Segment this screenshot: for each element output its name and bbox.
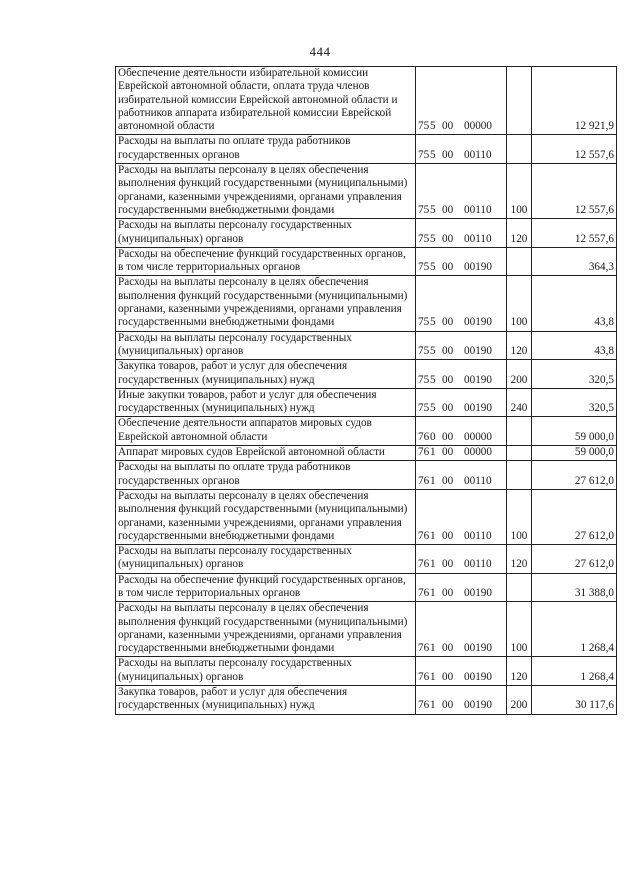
code-part-1: 76 [418,474,430,487]
code-part-1: 75 [418,232,430,245]
target-article-code-cell [416,67,507,135]
table-row [116,164,617,219]
amount-cell: 27 612,0 [532,461,617,490]
code-part-4: 00190 [464,261,492,274]
code-part-2: 1 [430,558,436,571]
page-number: 444 [309,44,331,59]
expense-type-cell: 120 [507,545,532,574]
code-part-2: 5 [430,373,436,386]
code-part-3: 00 [442,474,454,487]
code-part-3: 00 [442,558,454,571]
code-part-3: 00 [442,586,454,599]
table-row [116,219,617,248]
code-part-3: 00 [442,446,454,459]
target-article-code-cell [416,657,507,686]
expense-name-cell: Закупка товаров, работ и услуг для обеспечения государственных (муниципальных) нужд [116,360,416,389]
code-part-2: 1 [430,446,436,459]
expense-name-cell: Расходы на выплаты персоналу государственных (муниципальных) органов [116,331,416,360]
code-part-3: 00 [442,232,454,245]
code-part-4: 00110 [464,474,492,487]
code-part-3: 00 [442,373,454,386]
expense-name-cell: Обеспечение деятельности избирательной комиссии Еврейской автономной области, оплата труда членов избирательной комиссии Еврейской автономной области и работников аппарата избирательной комиссии Еврейской автономной области [116,67,416,135]
code-part-1: 76 [418,586,430,599]
code-part-4: 00000 [464,120,492,133]
table-row [116,489,617,544]
code-part-1: 76 [418,446,430,459]
code-part-4: 00000 [464,446,492,459]
code-part-1: 76 [418,430,430,443]
code-part-3: 00 [442,529,454,542]
table-row [116,331,617,360]
expense-name-cell: Закупка товаров, работ и услуг для обеспечения государственных (муниципальных) нужд [116,686,416,715]
code-part-2: 0 [430,430,436,443]
expense-type-cell [507,67,532,135]
code-part-1: 75 [418,402,430,415]
code-part-4: 00000 [464,430,492,443]
code-part-4: 00190 [464,699,492,712]
code-part-4: 00190 [464,402,492,415]
target-article-code-cell [416,331,507,360]
table-row [116,360,617,389]
code-part-2: 5 [430,148,436,161]
table-row [116,602,617,657]
code-part-3: 00 [442,670,454,683]
code-part-1: 75 [418,203,430,216]
code-part-2: 5 [430,261,436,274]
amount-cell: 12 557,6 [532,164,617,219]
code-part-2: 1 [430,670,436,683]
target-article-code-cell [416,135,507,164]
amount-cell: 12 921,9 [532,67,617,135]
target-article-code-cell [416,573,507,602]
expense-type-cell [507,247,532,276]
code-part-2: 5 [430,232,436,245]
code-part-1: 76 [418,642,430,655]
target-article-code-cell [416,388,507,417]
code-part-2: 5 [430,203,436,216]
code-part-4: 00190 [464,316,492,329]
code-part-2: 5 [430,344,436,357]
code-part-4: 00110 [464,203,492,216]
table-row [116,461,617,490]
table-row [116,573,617,602]
code-part-4: 00190 [464,642,492,655]
budget-table-body [116,67,617,715]
table-row [116,135,617,164]
amount-cell: 1 268,4 [532,602,617,657]
code-part-3: 00 [442,261,454,274]
code-part-4: 00110 [464,529,492,542]
code-part-4: 00190 [464,586,492,599]
expense-type-cell: 120 [507,331,532,360]
amount-cell: 12 557,6 [532,135,617,164]
target-article-code-cell [416,360,507,389]
expense-type-cell: 100 [507,602,532,657]
code-part-3: 00 [442,344,454,357]
expense-name-cell: Расходы на выплаты персоналу государственных (муниципальных) органов [116,545,416,574]
amount-cell: 364,3 [532,247,617,276]
code-part-3: 00 [442,402,454,415]
target-article-code-cell [416,545,507,574]
target-article-code-cell [416,461,507,490]
table-row [116,545,617,574]
expense-type-cell: 100 [507,276,532,331]
code-part-2: 1 [430,642,436,655]
budget-table [115,66,617,715]
expense-type-cell: 200 [507,360,532,389]
code-part-4: 00110 [464,558,492,571]
table-row [116,686,617,715]
code-part-3: 00 [442,203,454,216]
code-part-1: 75 [418,120,430,133]
expense-type-cell: 100 [507,489,532,544]
code-part-1: 75 [418,344,430,357]
code-part-2: 5 [430,316,436,329]
expense-name-cell: Расходы на выплаты по оплате труда работников государственных органов [116,461,416,490]
code-part-4: 00190 [464,670,492,683]
table-row [116,67,617,135]
expense-type-cell: 120 [507,657,532,686]
target-article-code-cell [416,489,507,544]
amount-cell: 1 268,4 [532,657,617,686]
code-part-2: 5 [430,402,436,415]
table-row [116,247,617,276]
table-row [116,276,617,331]
amount-cell: 27 612,0 [532,545,617,574]
expense-type-cell [507,461,532,490]
target-article-code-cell [416,602,507,657]
code-part-2: 1 [430,699,436,712]
amount-cell: 27 612,0 [532,489,617,544]
target-article-code-cell [416,247,507,276]
expense-name-cell: Расходы на выплаты персоналу государственных (муниципальных) органов [116,219,416,248]
code-part-3: 00 [442,316,454,329]
amount-cell: 59 000,0 [532,417,617,446]
expense-name-cell: Расходы на выплаты персоналу в целях обеспечения выполнения функций государственными (муниципальными) органами, казенными учреждениями, органами управления государственными внебюджетными фондами [116,164,416,219]
expense-type-cell: 200 [507,686,532,715]
amount-cell: 12 557,6 [532,219,617,248]
code-part-1: 75 [418,316,430,329]
expense-type-cell [507,573,532,602]
expense-type-cell [507,446,532,461]
amount-cell: 30 117,6 [532,686,617,715]
expense-name-cell: Обеспечение деятельности аппаратов мировых судов Еврейской автономной области [116,417,416,446]
code-part-3: 00 [442,699,454,712]
amount-cell: 31 388,0 [532,573,617,602]
expense-name-cell: Расходы на выплаты по оплате труда работников государственных органов [116,135,416,164]
code-part-1: 75 [418,373,430,386]
amount-cell: 320,5 [532,360,617,389]
target-article-code-cell [416,686,507,715]
amount-cell: 43,8 [532,276,617,331]
target-article-code-cell [416,164,507,219]
expense-type-cell: 120 [507,219,532,248]
expense-type-cell: 100 [507,164,532,219]
target-article-code-cell [416,446,507,461]
code-part-1: 76 [418,558,430,571]
expense-name-cell: Аппарат мировых судов Еврейской автономной области [116,446,416,461]
target-article-code-cell [416,276,507,331]
code-part-3: 00 [442,642,454,655]
code-part-4: 00190 [464,344,492,357]
expense-name-cell: Расходы на выплаты персоналу в целях обеспечения выполнения функций государственными (муниципальными) органами, казенными учреждениями, органами управления государственными внебюджетными фондами [116,602,416,657]
expense-name-cell: Расходы на выплаты персоналу государственных (муниципальных) органов [116,657,416,686]
expense-type-cell [507,135,532,164]
expense-name-cell: Расходы на выплаты персоналу в целях обеспечения выполнения функций государственными (муниципальными) органами, казенными учреждениями, органами управления государственными внебюджетными фондами [116,276,416,331]
table-row [116,388,617,417]
amount-cell: 59 000,0 [532,446,617,461]
code-part-4: 00190 [464,373,492,386]
code-part-1: 76 [418,670,430,683]
code-part-1: 76 [418,699,430,712]
expense-name-cell: Расходы на обеспечение функций государственных органов, в том числе территориальных органов [116,573,416,602]
expense-name-cell: Расходы на выплаты персоналу в целях обеспечения выполнения функций государственными (муниципальными) органами, казенными учреждениями, органами управления государственными внебюджетными фондами [116,489,416,544]
code-part-3: 00 [442,430,454,443]
target-article-code-cell [416,417,507,446]
expense-type-cell [507,417,532,446]
code-part-3: 00 [442,148,454,161]
code-part-1: 76 [418,529,430,542]
code-part-1: 75 [418,148,430,161]
code-part-4: 00110 [464,148,492,161]
expense-name-cell: Расходы на обеспечение функций государственных органов, в том числе территориальных органов [116,247,416,276]
table-row [116,446,617,461]
code-part-2: 1 [430,529,436,542]
amount-cell: 43,8 [532,331,617,360]
code-part-4: 00110 [464,232,492,245]
target-article-code-cell [416,219,507,248]
table-row [116,657,617,686]
code-part-2: 1 [430,586,436,599]
expense-type-cell: 240 [507,388,532,417]
code-part-2: 5 [430,120,436,133]
code-part-2: 1 [430,474,436,487]
code-part-3: 00 [442,120,454,133]
expense-name-cell: Иные закупки товаров, работ и услуг для обеспечения государственных (муниципальных) нужд [116,388,416,417]
code-part-1: 75 [418,261,430,274]
table-row [116,417,617,446]
amount-cell: 320,5 [532,388,617,417]
